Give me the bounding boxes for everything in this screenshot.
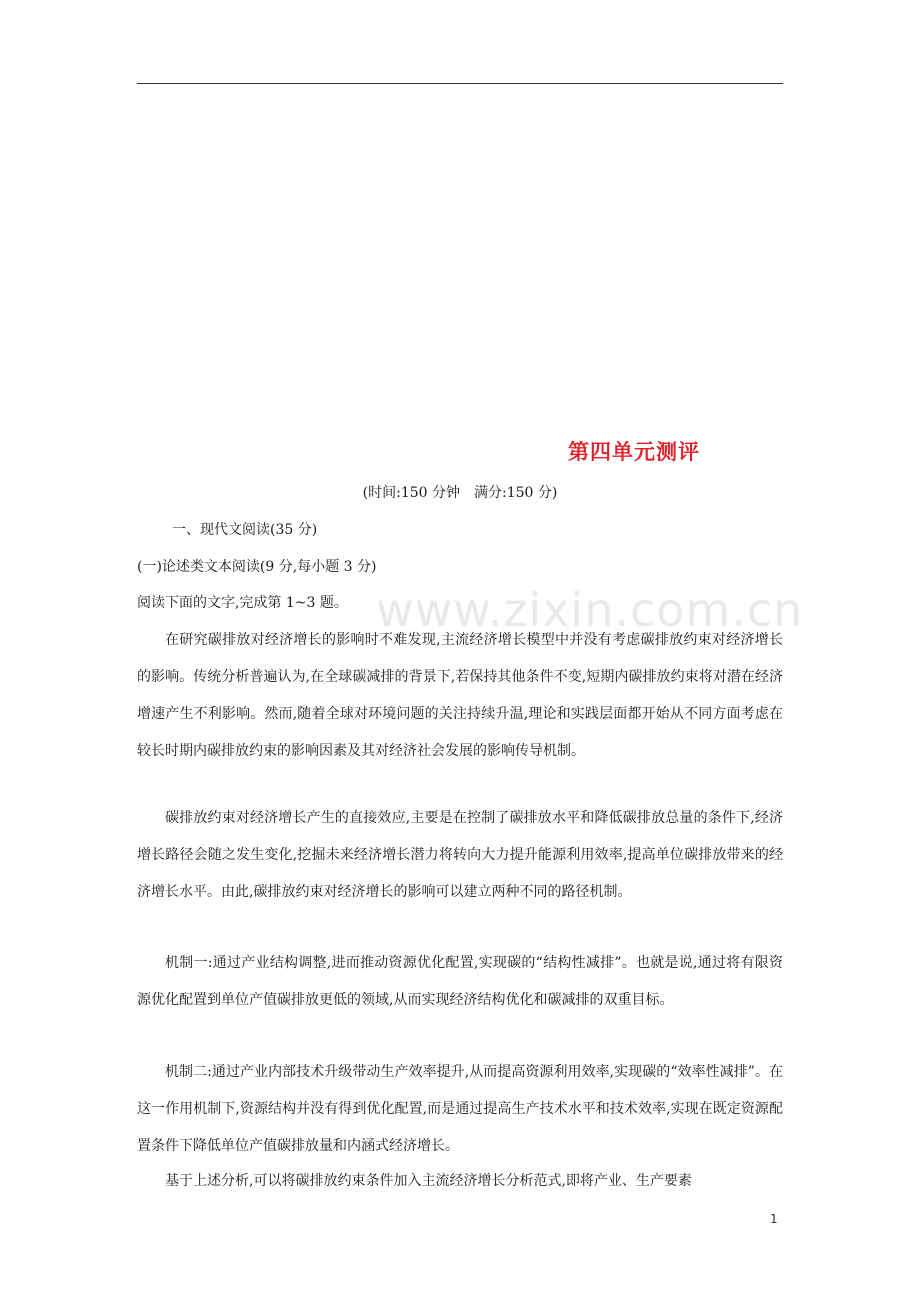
section-heading: 一、现代文阅读(35 分) [172,522,318,538]
paragraph-4: 机制二:通过产业内部技术升级带动生产效率提升,从而提高资源利用效率,实现碳的“效率性减排”。在这一作用机制下,资源结构并没有得到优化配置,而是通过提高生产技术水平和技术效率,实现在既定资源配置条件下降低单位产值碳排放量和内涵式经济增长。 [137,1064,783,1154]
header-rule [137,83,783,84]
paragraph-3: 机制一:通过产业结构调整,进而推动资源优化配置,实现碳的“结构性减排”。也就是说,通过将有限资源优化配置到单位产值碳排放更低的领域,从而实现经济结构优化和碳减排的双重目标。 [137,955,783,1008]
subsection-heading: (一)论述类文本阅读(9 分,每小题 3 分) [137,559,377,575]
paragraph-1: 在研究碳排放对经济增长的影响时不难发现,主流经济增长模型中并没有考虑碳排放约束对经济增长的影响。传统分析普遍认为,在全球碳减排的背景下,若保持其他条件不变,短期内碳排放约束将对潜在经济增速产生不利影响。然而,随着全球对环境问题的关注持续升温,理论和实践层面都开始从不同方面考虑在较长时期内碳排放约束的影响因素及其对经济社会发展的影响传导机制。 [137,632,783,759]
paragraph-5: 基于上述分析,可以将碳排放约束条件加入主流经济增长分析范式,即将产业、生产要素 [165,1173,692,1189]
page-title: 第四单元测评 [568,440,700,464]
watermark: www.zixin.com.cn [376,583,804,637]
reading-instruction: 阅读下面的文字,完成第 1~3 题。 [137,595,348,611]
exam-info: (时间:150 分钟 满分:150 分) [362,485,558,501]
page-number: 1 [770,1212,778,1226]
paragraph-2: 碳排放约束对经济增长产生的直接效应,主要是在控制了碳排放水平和降低碳排放总量的条件下,经济增长路径会随之发生变化,挖掘未来经济增长潜力将转向大力提升能源利用效率,提高单位碳排放带来的经济增长水平。由此,碳排放约束对经济增长的影响可以建立两种不同的路径机制。 [137,810,783,900]
